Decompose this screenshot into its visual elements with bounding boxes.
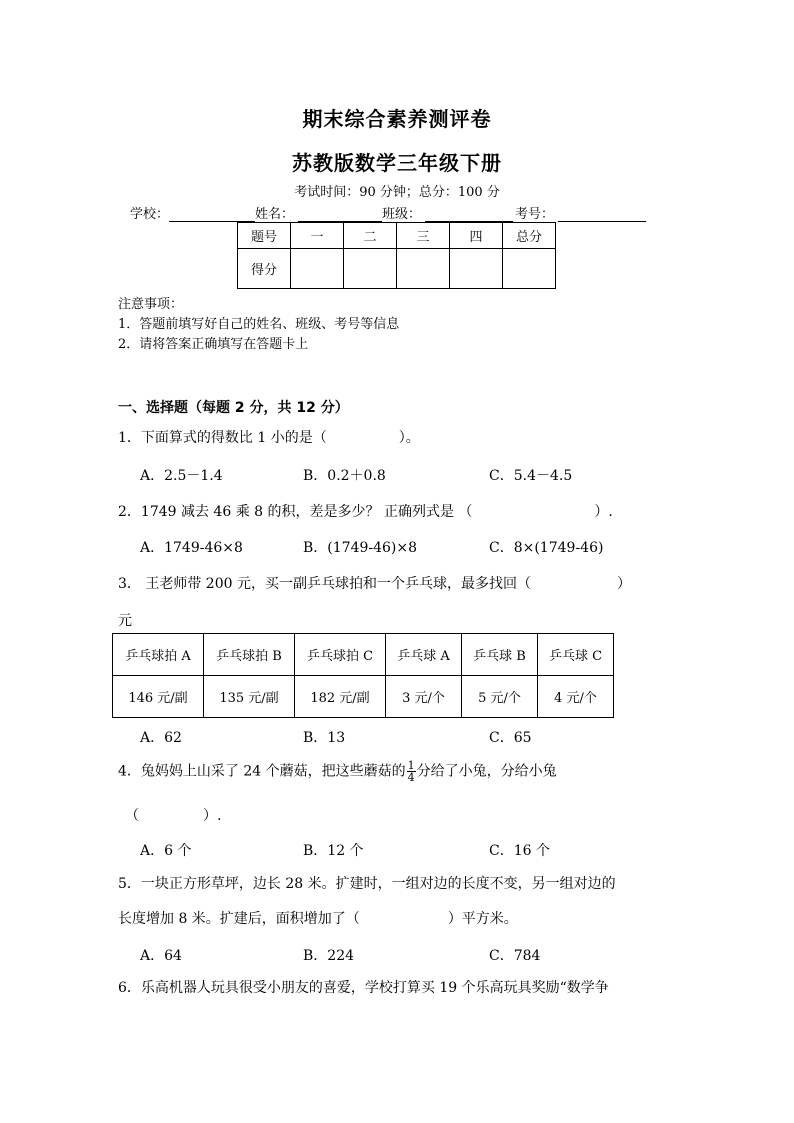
price-table-header: 乒乓球拍 A (113, 634, 204, 676)
q4-option-b[interactable]: B．12 个 (303, 843, 364, 859)
section-title: 一、选择题（每题 2 分，共 12 分） (118, 400, 349, 416)
price-table-cell: 135 元/副 (204, 676, 295, 718)
notes-title: 注意事项： (118, 297, 184, 312)
q5-stem-end: ）平方米。 (447, 911, 518, 927)
question-3 (118, 573, 631, 593)
q1-option-b[interactable]: B．0.2＋0.8 (303, 468, 386, 484)
price-table-cell: 5 元/个 (462, 676, 538, 718)
score-table-header: 一 (291, 223, 344, 249)
school-blank[interactable] (169, 207, 255, 222)
q4-option-a[interactable]: A．6 个 (140, 843, 192, 859)
price-table-header: 乒乓球 C (538, 634, 614, 676)
q5-option-a[interactable]: A．64 (140, 948, 182, 964)
q4-paren-close: ）. (203, 808, 222, 824)
q3-option-b[interactable]: B．13 (303, 730, 346, 746)
question-4 (118, 760, 557, 783)
page-title: 期末综合素养测评卷 (302, 107, 492, 131)
price-table-cell: 4 元/个 (538, 676, 614, 718)
price-table-header: 乒乓球拍 B (204, 634, 295, 676)
question-2 (118, 501, 613, 521)
q6-stem: 6．乐高机器人玩具很受小朋友的喜爱，学校打算买 19 个乐高玩具奖励“数学争 (118, 980, 609, 996)
q5-option-b[interactable]: B．224 (303, 948, 355, 964)
score-table (237, 222, 556, 289)
price-table-header: 乒乓球 A (386, 634, 462, 676)
q5-stem-cont: 长度增加 8 米。扩建后，面积增加了（ (118, 911, 360, 927)
q5-stem: 5．一块正方形草坪，边长 28 米。扩建时，一组对边的长度不变，另一组对边的 (118, 876, 616, 892)
price-table-header: 乒乓球 B (462, 634, 538, 676)
note-item: 2．请将答案正确填写在答题卡上 (118, 337, 309, 352)
score-table-header: 题号 (238, 223, 291, 249)
score-cell[interactable] (450, 249, 503, 289)
q1-stem: 1．下面算式的得数比 1 小的是（ (118, 430, 327, 446)
score-cell[interactable] (397, 249, 450, 289)
q2-option-a[interactable]: A．1749-46×8 (140, 540, 243, 556)
q4-stem: 4．兔妈妈上山采了 24 个蘑菇，把这些蘑菇的 (118, 763, 406, 780)
score-cell[interactable] (291, 249, 344, 289)
student-info-row (130, 203, 646, 222)
score-cell[interactable] (344, 249, 397, 289)
q3-stem: 3． 王老师带 200 元，买一副乒乓球拍和一个乒乓球，最多找回（ (118, 576, 531, 592)
q3-option-a[interactable]: A．62 (140, 730, 182, 746)
q2-stem: 2．1749 减去 46 乘 8 的积，差是多少？ 正确列式是 （ (118, 504, 473, 520)
score-cell[interactable] (503, 249, 556, 289)
score-table-header: 四 (450, 223, 503, 249)
score-label: 得分 (238, 249, 291, 289)
name-blank[interactable] (298, 207, 382, 222)
score-table-header: 二 (344, 223, 397, 249)
q1-stem-end: ）。 (398, 430, 420, 446)
q4-answer-line (125, 805, 221, 825)
fraction-denominator: 4 (407, 771, 415, 784)
name-label: 姓名： (255, 207, 295, 222)
q2-option-c[interactable]: C．8×(1749-46) (489, 540, 604, 556)
price-table-cell: 146 元/副 (113, 676, 204, 718)
page-subtitle: 苏教版数学三年级下册 (292, 151, 502, 175)
q3-option-c[interactable]: C．65 (489, 730, 532, 746)
q1-option-a[interactable]: A．2.5－1.4 (140, 468, 223, 484)
q3-stem-unit: 元 (118, 613, 132, 629)
price-table-cell: 3 元/个 (386, 676, 462, 718)
price-table (112, 633, 614, 718)
question-1 (118, 427, 420, 447)
class-blank[interactable] (425, 207, 513, 222)
q3-stem-end: ） (616, 576, 631, 592)
score-table-header: 总分 (503, 223, 556, 249)
q4-option-c[interactable]: C．16 个 (489, 843, 550, 859)
price-table-header: 乒乓球拍 C (295, 634, 386, 676)
class-label: 班级： (382, 207, 422, 222)
q5-option-c[interactable]: C．784 (489, 948, 541, 964)
q4-paren-open: （ (125, 808, 139, 824)
exam-no-label: 考号： (515, 207, 555, 222)
fraction-numerator: 1 (407, 759, 415, 772)
exam-info: 考试时间：90 分钟；总分：100 分 (294, 185, 500, 200)
school-label: 学校： (130, 207, 170, 222)
q2-option-b[interactable]: B．(1749-46)×8 (303, 540, 418, 556)
question-5-cont (118, 908, 518, 928)
q4-stem-cont: 分给了小兔，分给小兔 (416, 763, 557, 780)
exam-no-blank[interactable] (558, 207, 646, 222)
score-table-header: 三 (397, 223, 450, 249)
price-table-cell: 182 元/副 (295, 676, 386, 718)
q2-stem-end: ）. (594, 504, 613, 520)
q1-option-c[interactable]: C．5.4－4.5 (489, 468, 573, 484)
note-item: 1．答题前填写好自己的姓名、班级、考号等信息 (118, 317, 400, 332)
fraction-one-quarter (407, 760, 416, 783)
